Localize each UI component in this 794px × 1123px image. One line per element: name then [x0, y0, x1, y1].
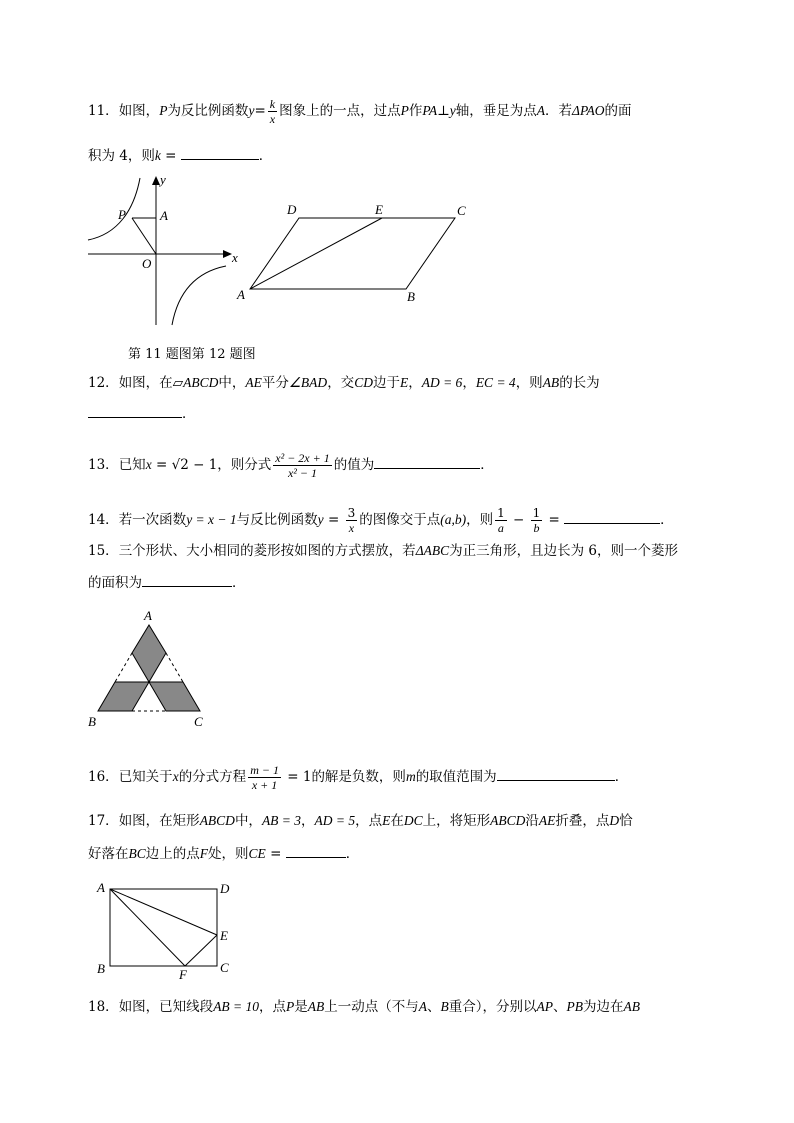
fig15-label-a: A: [144, 608, 152, 623]
fig17-label-f: F: [179, 967, 187, 982]
q14-fraction-1b: $\frac{1}{b}$: [532, 506, 541, 535]
q13-line: 13．已知x = √2 − 1，则分式 $\frac{\text{x² − 2x + 1}}{\text{x² − 1}}$ 的值为 ．: [88, 451, 494, 480]
fig17-label-e: E: [220, 928, 228, 943]
q11-fraction: $\frac{k}{x}$: [269, 97, 276, 126]
fig17-label-d: D: [220, 881, 230, 896]
fig11-label-p: P: [118, 207, 126, 222]
fig11-label-x: x: [232, 250, 238, 265]
fig12-label-e: E: [375, 202, 383, 217]
fig11-label-a: A: [160, 208, 168, 223]
q12-line1: 12．如图，在▱ABCD中，AE平分∠BAD，交CD边于E，AD = 6，EC = 4，则AB的长为: [88, 375, 600, 391]
fig17-label-c: C: [220, 960, 229, 975]
q17-line1: 17．如图，在矩形ABCD中，AB = 3，AD = 5，点E在DC上，将矩形ABCD沿AE折叠，点D恰: [88, 813, 633, 829]
q14-fraction-1a: $\frac{1}{a}$: [497, 506, 505, 535]
q16-line: 16．已知关于x的分式方程 $\frac{m - 1}{x + 1}$ = 1的解是负数，则m的取值范围为 ．: [88, 763, 629, 792]
fig15-label-c: C: [194, 714, 203, 729]
q15-line2: 的面积为 ．: [88, 572, 246, 593]
q11-line2: 积为 4，则k = ．: [88, 145, 272, 166]
q15-line1: 15．三个形状、大小相同的菱形按如图的方式摆放，若ΔABC为正三角形，且边长为 6，则一个菱形: [88, 543, 678, 559]
fig15-label-b: B: [88, 714, 96, 729]
q11-line1: 11．如图，P为反比例函数y= $\frac{k}{x}$ 图象上的一点，过点P作PA⊥y轴，垂足为点A．若ΔPAO的面: [88, 97, 632, 126]
fig11-label-y: y: [160, 172, 166, 187]
q17-line2: 好落在BC边上的点F处，则CE = ．: [88, 843, 359, 864]
fig11-label-o: O: [142, 256, 152, 271]
fig12-label-a: A: [237, 287, 245, 302]
q14-fraction-3x: $\frac{3}{x}$: [347, 506, 356, 535]
fig12-label-d: D: [287, 202, 297, 217]
q14-line: 14．若一次函数y = x − 1与反比例函数y = $\frac{3}{x}$ 的图像交于点(a,b)，则 $\frac{1}{a}$ − $\frac{1}{b}$ = ．: [88, 506, 674, 535]
fig17-label-b: B: [97, 961, 105, 976]
q12-line2: ．: [88, 403, 196, 424]
q13-fraction: $\frac{\text{x² − 2x + 1}}{\text{x² − 1}}$: [275, 451, 330, 480]
figure-caption-11-12: 第 11 题图第 12 题图: [128, 347, 256, 362]
q16-fraction: $\frac{m - 1}{x + 1}$: [250, 763, 279, 792]
q18-line: 18．如图，已知线段AB = 10，点P是AB上一动点（不与A、B重合），分别以AP、PB为边在AB: [88, 999, 641, 1015]
fig12-label-b: B: [407, 289, 415, 304]
fig17-label-a: A: [97, 880, 105, 895]
fig12-label-c: C: [457, 203, 466, 218]
